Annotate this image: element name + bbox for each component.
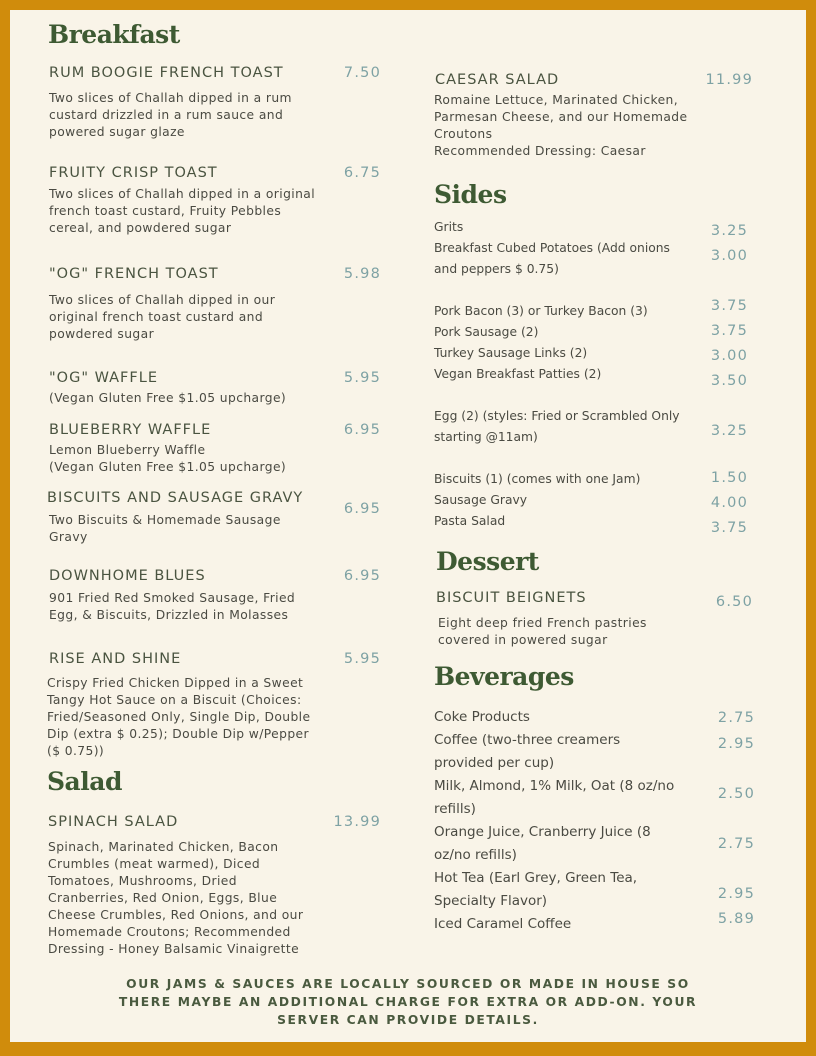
item-description: Two slices of Challah dipped in our (49, 292, 276, 307)
beverage-price: 2.95 (717, 736, 755, 752)
side-item-price: 4.00 (710, 495, 748, 511)
item-description: Croutons (434, 126, 493, 141)
item-description: 901 Fried Red Smoked Sausage, Fried (49, 590, 296, 605)
side-item-price: 3.25 (710, 223, 748, 239)
side-item-name: Breakfast Cubed Potatoes (Add onions (434, 240, 670, 255)
side-item-name: Sausage Gravy (434, 492, 528, 507)
item-description: Dressing - Honey Balsamic Vinaigrette (48, 941, 300, 956)
item-description: Parmesan Cheese, and our Homemade (434, 109, 688, 124)
beverage-name: Coffee (two-three creamers (434, 731, 621, 748)
item-description: Recommended Dressing: Caesar (434, 143, 646, 158)
section-heading: Dessert (436, 547, 539, 576)
item-description: Spinach, Marinated Chicken, Bacon (48, 839, 279, 854)
side-item-price: 3.25 (710, 423, 748, 439)
side-item-price: 3.50 (710, 373, 748, 389)
item-description: Two slices of Challah dipped in a rum (49, 90, 292, 105)
item-name: RUM BOOGIE FRENCH TOAST (49, 65, 284, 81)
side-item-name: Pork Sausage (2) (434, 324, 539, 339)
item-price: 13.99 (333, 814, 381, 830)
side-item-name: Turkey Sausage Links (2) (434, 345, 588, 360)
item-description: Tangy Hot Sauce on a Biscuit (Choices: (47, 692, 302, 707)
item-description: Romaine Lettuce, Marinated Chicken, (434, 92, 679, 107)
item-description: Lemon Blueberry Waffle (49, 442, 206, 457)
beverage-name: provided per cup) (434, 754, 555, 771)
item-name: "OG" FRENCH TOAST (49, 266, 219, 282)
footer-line: OUR JAMS & SAUCES ARE LOCALLY SOURCED OR MADE IN HOUSE SO (126, 977, 690, 991)
footer-line: THERE MAYBE AN ADDITIONAL CHARGE FOR EXTRA OR ADD-ON. YOUR (118, 995, 698, 1009)
section-heading: Beverages (434, 662, 574, 691)
beverage-name: Coke Products (434, 708, 530, 725)
item-description: (Vegan Gluten Free $1.05 upcharge) (49, 390, 287, 405)
side-item-name: Egg (2) (styles: Fried or Scrambled Only (434, 408, 680, 423)
item-description: powdered sugar (49, 326, 155, 341)
item-description: Crispy Fried Chicken Dipped in a Sweet (47, 675, 304, 690)
item-description: ($ 0.75)) (47, 743, 105, 758)
beverage-price: 2.95 (717, 886, 755, 902)
item-name: "OG" WAFFLE (49, 370, 158, 386)
item-description: Cranberries, Red Onion, Eggs, Blue (48, 890, 278, 905)
item-description: Dip (extra $ 0.25); Double Dip w/Pepper (47, 726, 309, 741)
beverage-name: refills) (434, 800, 476, 817)
item-name: BLUEBERRY WAFFLE (49, 422, 212, 438)
item-price: 6.50 (715, 594, 753, 610)
beverage-name: oz/no refills) (434, 846, 517, 863)
side-item-name: Pork Bacon (3) or Turkey Bacon (3) (434, 303, 648, 318)
item-price: 11.99 (705, 72, 753, 88)
section-heading: Sides (434, 180, 507, 209)
side-item-price: 3.00 (710, 248, 748, 264)
item-name: FRUITY CRISP TOAST (49, 165, 218, 181)
beverage-price: 2.50 (717, 786, 755, 802)
footer-line: SERVER CAN PROVIDE DETAILS. (277, 1013, 539, 1027)
item-name: RISE AND SHINE (49, 651, 182, 667)
item-description: Tomatoes, Mushrooms, Dried (48, 873, 237, 888)
side-item-name: and peppers $ 0.75) (434, 261, 559, 276)
item-price: 6.95 (343, 568, 381, 584)
section-heading: Breakfast (48, 20, 180, 49)
side-item-name: Biscuits (1) (comes with one Jam) (434, 471, 641, 486)
side-item-price: 3.00 (710, 348, 748, 364)
item-description: Egg, & Biscuits, Drizzled in Molasses (49, 607, 289, 622)
item-name: SPINACH SALAD (48, 814, 179, 830)
side-item-price: 1.50 (710, 470, 748, 486)
item-name: CAESAR SALAD (435, 72, 560, 88)
beverage-price: 2.75 (717, 710, 755, 726)
item-name: BISCUITS AND SAUSAGE GRAVY (47, 490, 304, 506)
footer-note (0, 975, 816, 1029)
beverage-price: 2.75 (717, 836, 755, 852)
beverage-name: Iced Caramel Coffee (434, 915, 572, 932)
beverage-name: Specialty Flavor) (434, 892, 548, 909)
item-description: Crumbles (meat warmed), Diced (48, 856, 261, 871)
item-description: original french toast custard and (49, 309, 264, 324)
item-description: Two Biscuits & Homemade Sausage (49, 512, 281, 527)
item-description: covered in powered sugar (438, 632, 608, 647)
item-description: Cheese Crumbles, Red Onions, and our (48, 907, 304, 922)
side-item-price: 3.75 (710, 298, 748, 314)
beverage-name: Hot Tea (Earl Grey, Green Tea, (434, 869, 638, 886)
item-price: 5.95 (343, 370, 381, 386)
item-name: BISCUIT BEIGNETS (436, 590, 587, 606)
item-price: 5.95 (343, 651, 381, 667)
side-item-name: starting @11am) (434, 429, 538, 444)
item-description: Fried/Seasoned Only, Single Dip, Double (47, 709, 311, 724)
item-price: 6.75 (343, 165, 381, 181)
side-item-price: 3.75 (710, 520, 748, 536)
side-item-name: Vegan Breakfast Patties (2) (434, 366, 602, 381)
item-price: 7.50 (343, 65, 381, 81)
item-price: 6.95 (343, 422, 381, 438)
item-price: 5.98 (343, 266, 381, 282)
beverage-name: Milk, Almond, 1% Milk, Oat (8 oz/no (434, 777, 675, 794)
item-price: 6.95 (343, 501, 381, 517)
section-heading: Salad (47, 767, 122, 796)
item-description: custard drizzled in a rum sauce and (49, 107, 284, 122)
item-description: Eight deep fried French pastries (438, 615, 647, 630)
side-item-price: 3.75 (710, 323, 748, 339)
item-description: (Vegan Gluten Free $1.05 upcharge) (49, 459, 287, 474)
item-name: DOWNHOME BLUES (49, 568, 206, 584)
item-description: powered sugar glaze (49, 124, 185, 139)
beverage-name: Orange Juice, Cranberry Juice (8 (434, 823, 651, 840)
item-description: Homemade Croutons; Recommended (48, 924, 291, 939)
side-item-name: Grits (434, 219, 464, 234)
item-description: Gravy (49, 529, 88, 544)
item-description: Two slices of Challah dipped in a original (49, 186, 316, 201)
item-description: french toast custard, Fruity Pebbles (49, 203, 282, 218)
item-description: cereal, and powdered sugar (49, 220, 232, 235)
beverage-price: 5.89 (717, 911, 755, 927)
side-item-name: Pasta Salad (434, 513, 506, 528)
